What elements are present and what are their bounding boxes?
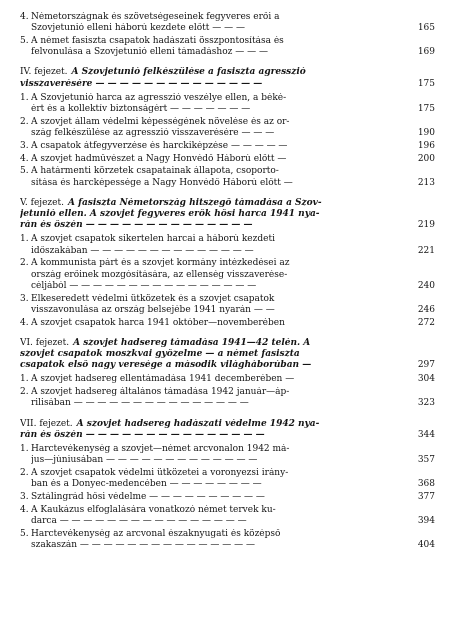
entry-text-line: A Szovjetunió harca az agresszió veszélye ellen, a béké- <box>31 92 287 103</box>
toc-entry <box>20 93 435 115</box>
entry-number: 1. <box>20 92 29 103</box>
chapter-title-line <box>20 430 409 441</box>
entry-number: 3. <box>20 293 29 304</box>
page-number: 200 <box>417 153 435 164</box>
toc-entry <box>20 258 435 292</box>
entry-number: 1. <box>20 374 29 385</box>
page-number: 297 <box>417 360 435 371</box>
page-number: 272 <box>417 317 435 328</box>
chapter-title-line <box>20 419 409 430</box>
page-number: 169 <box>417 47 435 58</box>
entry-number: 5. <box>20 36 29 46</box>
toc-entry <box>20 529 435 551</box>
entry-number: 4. <box>20 12 29 22</box>
chapter-title-line <box>20 360 409 371</box>
toc-entry <box>20 154 435 165</box>
entry-number: 2. <box>20 258 29 269</box>
chapter-label: IV. fejezet. <box>20 67 68 78</box>
entry-text-line: A Kaukázus elfoglalására vonatkozó német tervek ku- <box>31 504 276 515</box>
page-number: 246 <box>417 304 435 315</box>
page-number: 304 <box>417 374 435 385</box>
chapter-title-line <box>20 79 409 90</box>
entry-number: 5. <box>20 528 29 539</box>
entry-text-line: Harctevékenység az arcvonal északnyugati és középső <box>31 528 281 539</box>
page-number: 240 <box>417 280 435 291</box>
entry-text-line: A kommunista párt és a szovjet kormány intézkedései az <box>31 258 290 269</box>
page-number: 213 <box>417 177 435 188</box>
entry-number: 4. <box>20 153 29 164</box>
toc-entry <box>20 374 435 385</box>
chapter-title: A Szovjetunió felkészülése a fasiszta agresszió <box>71 67 306 78</box>
entry-text-line: A csapatok átfegyverzése és harckiképzése — — — — — <box>31 140 288 151</box>
entry-text-line: felvonulása a Szovjetunió elleni támadáshoz — — — <box>31 47 268 58</box>
entry-text-line: A szovjet hadsereg ellentámadása 1941 decemberében — <box>31 374 295 385</box>
chapter-title: A fasiszta Németország hitszegő támadása a Szov- <box>67 197 322 208</box>
toc-entry <box>20 318 435 329</box>
entry-number: 4. <box>20 317 29 328</box>
toc-entry <box>20 166 435 188</box>
entry-text-line: A szovjet hadművészet a Nagy Honvédő Háború előtt — <box>31 153 287 164</box>
entry-text-line: céljából — — — — — — — — — — — — — — — — <box>31 280 257 291</box>
entry-text-line: A szovjet állam védelmi képességének növelése és az or- <box>31 116 290 127</box>
chapter-title-line <box>20 349 409 360</box>
chapter-heading <box>20 419 435 441</box>
page-number: 357 <box>417 455 435 466</box>
entry-text-line: ért és a kollektív biztonságért — — — — — — — <box>31 104 251 115</box>
chapter-title: A szovjet hadsereg hadászati védelme 1942 nya- <box>76 418 320 429</box>
page-number: 190 <box>417 128 435 139</box>
chapter-title-line <box>20 220 409 231</box>
toc-entry <box>20 294 435 316</box>
entry-text-line: Szovjetunió elleni háború kezdete előtt — — — <box>31 23 245 34</box>
toc-entry <box>20 468 435 490</box>
entry-text-line: ország erőinek mozgósítására, az ellenség visszaverése- <box>31 269 288 280</box>
entry-text-line: darca — — — — — — — — — — — — — — — — <box>31 516 247 527</box>
page-number: 175 <box>417 78 435 89</box>
entry-text-line: A szovjet csapatok harca 1941 október—novemberében <box>31 317 285 328</box>
page-number: 221 <box>417 245 435 256</box>
entry-number: 2. <box>20 387 29 398</box>
page-number: 219 <box>417 220 435 231</box>
chapter-title-line <box>20 67 409 78</box>
entry-number: 1. <box>20 234 29 245</box>
chapter-title-continued: visszaverésére — — — — — — — — — — — — — — <box>20 78 263 89</box>
chapter-heading <box>20 338 435 372</box>
entry-text-line: Elkeseredett védelmi ütközetek és a szovjet csapatok <box>31 293 275 304</box>
entry-text-line: A szovjet csapatok védelmi ütközetei a voronyezsi irány- <box>31 468 289 479</box>
page-number: 344 <box>417 429 435 440</box>
chapter-label: VI. fejezet. <box>20 337 70 348</box>
page-number: 196 <box>417 140 435 151</box>
entry-number: 2. <box>20 468 29 479</box>
entry-number: 3. <box>20 140 29 151</box>
chapter-label: V. fejezet. <box>20 197 64 208</box>
entry-text-line: sítása és harcképessége a Nagy Honvédő Háború előtt — <box>31 177 293 188</box>
entry-number: 2. <box>20 116 29 127</box>
toc-entry <box>20 117 435 139</box>
toc-entry <box>20 141 435 152</box>
entry-number: 3. <box>20 492 29 503</box>
chapter-title-line <box>20 198 409 209</box>
page-number: 404 <box>417 540 435 551</box>
toc-entry <box>20 36 435 58</box>
toc-entry <box>20 234 435 256</box>
chapter-title: A szovjet hadsereg támadása 1941—42 telén. A <box>73 337 311 348</box>
entry-number: 5. <box>20 166 29 177</box>
entry-text-line: A német fasiszta csapatok hadászati összpontosítása és <box>31 36 284 46</box>
entry-text-line: A határmenti körzetek csapatainak állapota, csoporto- <box>31 166 279 177</box>
entry-text-line: szág felkészülése az agresszió visszaverésére — — — <box>31 128 275 139</box>
chapter-title-continued: rán és őszén — — — — — — — — — — — — — — <box>20 220 253 231</box>
chapter-heading <box>20 67 435 89</box>
page-number: 165 <box>417 23 435 34</box>
entry-text-line: jus—júniusában — — — — — — — — — — — — — <box>31 455 258 466</box>
page-number: 377 <box>417 492 435 503</box>
chapter-heading <box>20 198 435 232</box>
toc-entry <box>20 492 435 503</box>
chapter-title-line <box>20 209 409 220</box>
toc-entry <box>20 387 435 409</box>
entry-text-line: A szovjet csapatok sikertelen harcai a háború kezdeti <box>31 234 275 245</box>
toc-entry <box>20 444 435 466</box>
entry-text-line: rilisában — — — — — — — — — — — — — — — <box>31 398 249 409</box>
toc-entry <box>20 505 435 527</box>
page-number: 368 <box>417 479 435 490</box>
page-number: 323 <box>417 398 435 409</box>
chapter-title-line <box>20 338 409 349</box>
chapter-title-continued: rán és őszén — — — — — — — — — — — — — — — <box>20 429 265 440</box>
entry-text-line: A szovjet hadsereg általános támadása 1942 január—áp- <box>31 387 290 398</box>
entry-text-line: ban és a Donyec-medencében — — — — — — — — <box>31 479 262 490</box>
entry-number: 1. <box>20 444 29 455</box>
entry-text-line: Németországnak és szövetségeseinek fegyveres erői a <box>31 12 280 22</box>
chapter-title-continued: szovjet csapatok moszkvai győzelme — a német fasiszta <box>20 349 300 360</box>
chapter-title-continued: jetunió ellen. A szovjet fegyveres erők hősi harca 1941 nya- <box>20 209 320 220</box>
entry-text-line: Sztálingrád hősi védelme — — — — — — — — — — <box>31 492 265 503</box>
page-number: 175 <box>417 104 435 115</box>
entry-text-line: Harctevékenység a szovjet—német arcvonalon 1942 má- <box>31 444 290 455</box>
toc-entry <box>20 12 435 34</box>
chapter-label: VII. fejezet. <box>20 418 73 429</box>
entry-text-line: visszavonulása az ország belsejébe 1941 nyarán — — <box>31 304 275 315</box>
chapter-title-continued: csapatok első nagy veresége a második világháborúban — <box>20 360 312 371</box>
page-number: 394 <box>417 516 435 527</box>
entry-number: 4. <box>20 504 29 515</box>
entry-text-line: szakaszán — — — — — — — — — — — — — — — <box>31 540 255 551</box>
entry-text-line: időszakában — — — — — — — — — — — — — — <box>31 245 254 256</box>
